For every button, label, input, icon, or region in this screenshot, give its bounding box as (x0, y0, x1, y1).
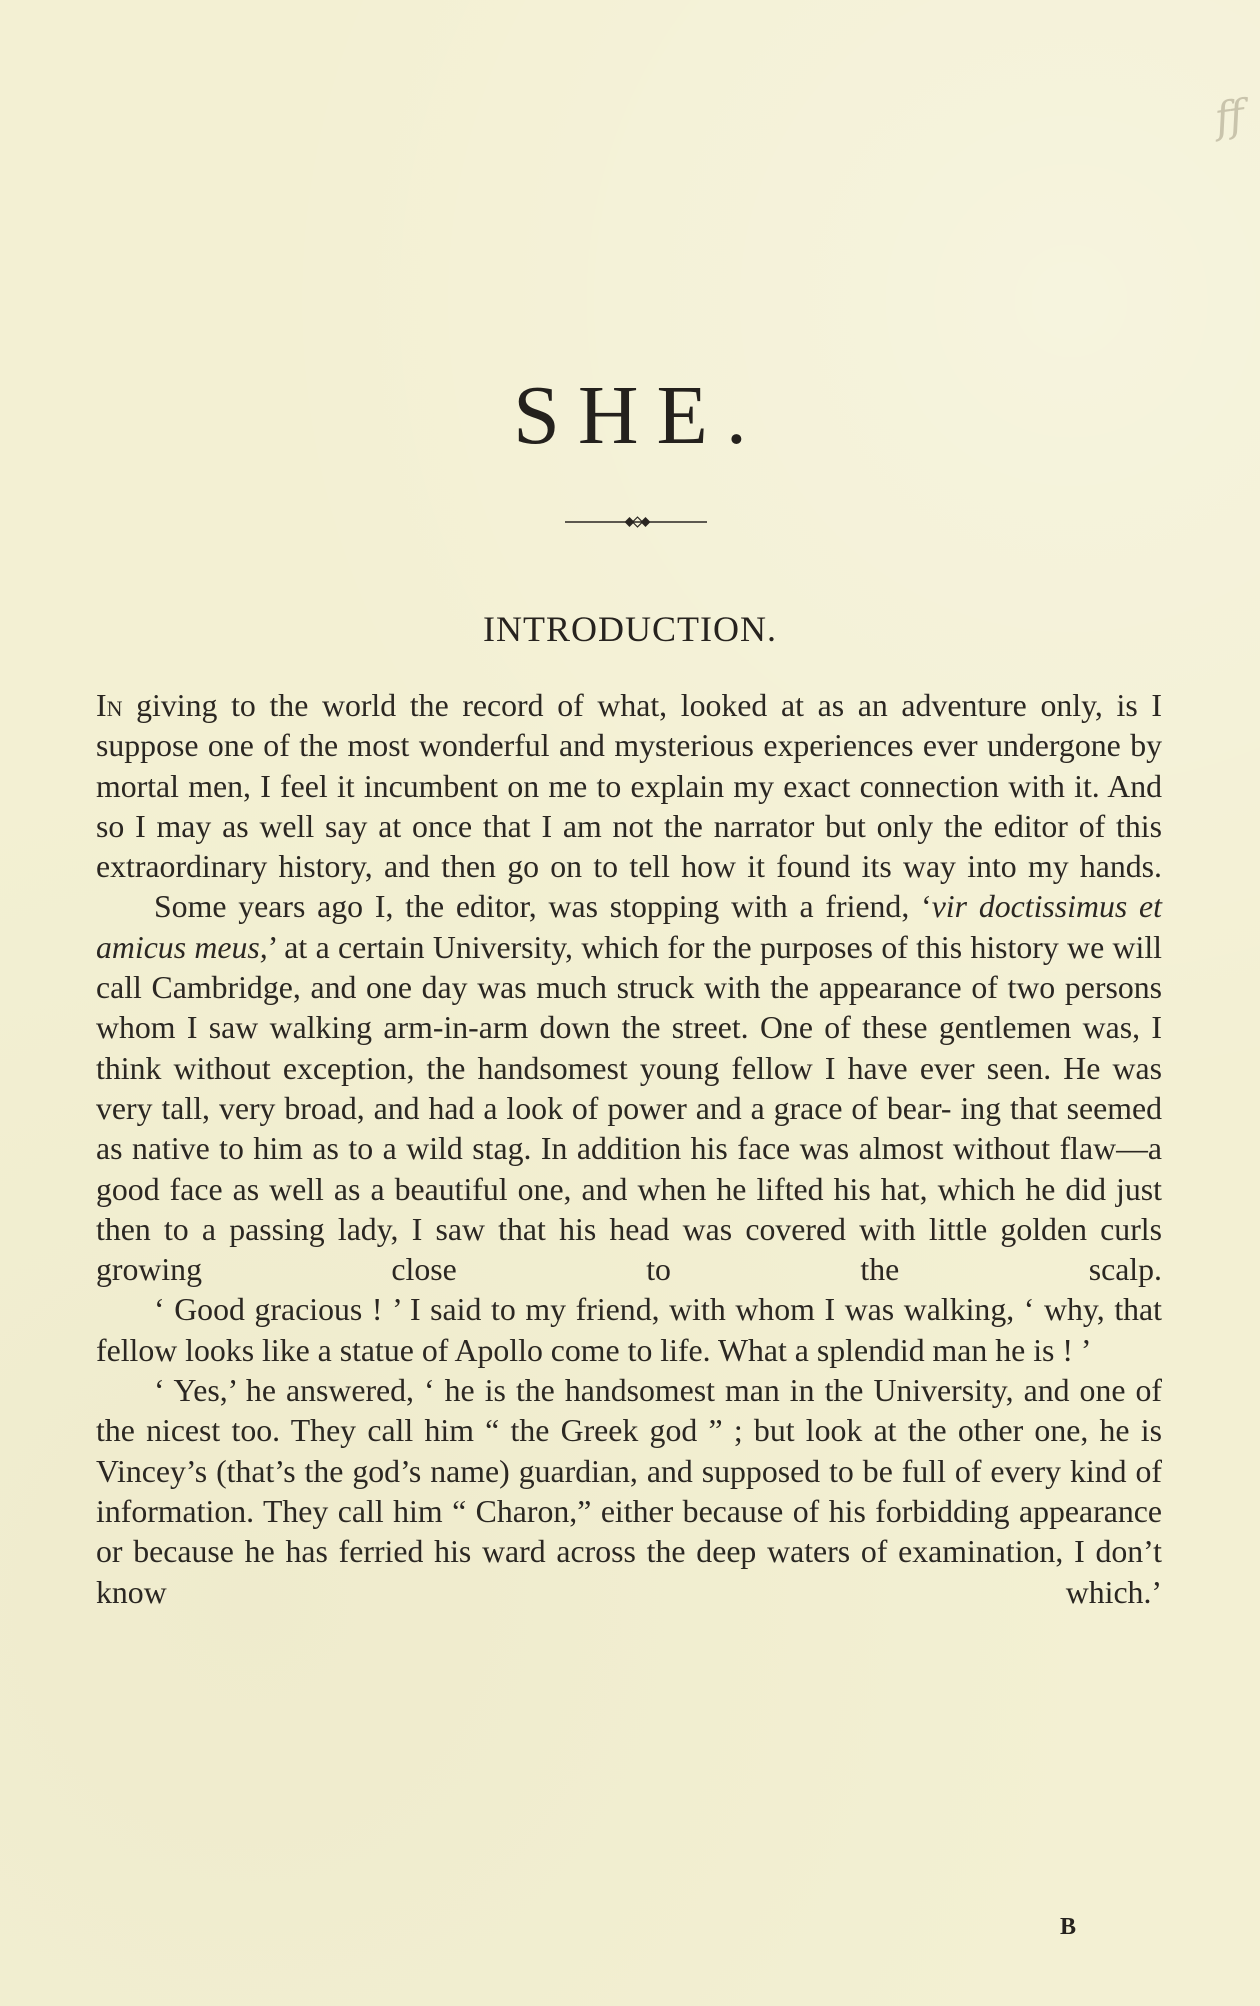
paragraph-1 (96, 686, 1162, 887)
section-heading: INTRODUCTION. (483, 609, 777, 649)
latin-phrase: vir doctissimus et amicus meus, (96, 889, 1162, 965)
book-title: SHE. (513, 369, 765, 462)
title-ornament-icon (565, 514, 707, 530)
drop-word: In (96, 688, 123, 723)
body-text (96, 686, 1162, 1613)
paragraph-3: ‘ Good gracious ! ’ I said to my friend, with whom I was walking, ‘ why, that fellow looks like a statue of Apollo come to life. What a splendid man he is ! ’ (96, 1292, 1162, 1368)
paragraph-1-text: giving to the world the record of what, looked at as an adventure only, is I suppose one of the most wonderful and mysterious experiences ever undergone by mortal men, I feel it incumbent on me to explain my exact connection with it. And so I may as well say at once that I am not the narrator but only the editor of this extraordinary history, and then go on to tell how it found its way into my hands. (96, 688, 1162, 885)
paragraph-2 (96, 887, 1162, 1290)
corner-mark: ff (1211, 90, 1246, 143)
page-signature: B (1060, 1914, 1077, 1940)
paragraph-2-lead: Some years ago I, the editor, was stopping with a friend, ‘ (154, 889, 932, 925)
paragraph-2-text: ’ at a certain University, which for the purposes of this history we will call Cambridge, and one day was much struck with the appearance of two persons whom I saw walking arm-in-arm down the street. One of these gentlemen was, I think without exception, the handsomest young fellow I have ever seen. He was very tall, very broad, and had a look of power and a grace of bear- ing that seemed as native to him as to a wild stag. In addition his face was almost without flaw—a good face as well as a beautiful one, and when he lifted his hat, which he did just then to a passing lady, I saw that his head was covered with little golden curls growing close to the scalp. (96, 929, 1162, 1288)
paragraph-4: ‘ Yes,’ he answered, ‘ he is the handsomest man in the University, and one of the nicest too. They call him “ the Greek god ” ; but look at the other one, he is Vincey’s (that’s the god’s name) guardian, and supposed to be full of every kind of information. They call him “ Charon,” either because of his forbidding appearance or because he has ferried his ward across the deep waters of examination, I don’t know which.’ (96, 1373, 1162, 1610)
